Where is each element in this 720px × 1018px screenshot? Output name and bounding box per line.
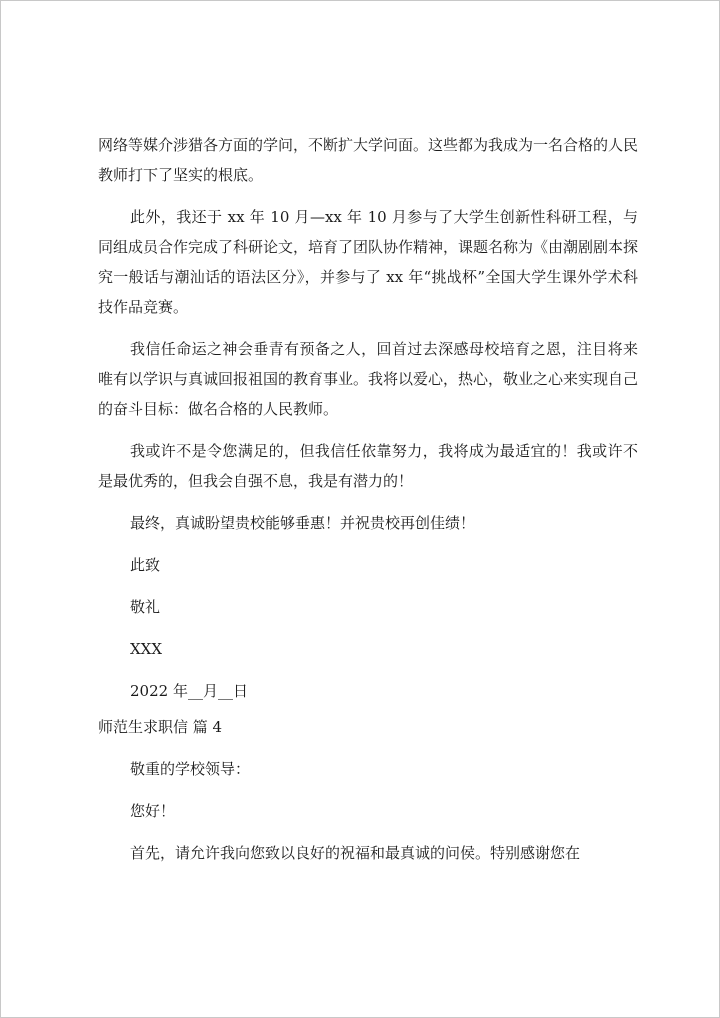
document-body [98,130,638,868]
greeting-addressee: 敬重的学校领导： [130,760,251,778]
paragraph-3: 我信任命运之神会垂青有预备之人，回首过去深感母校培育之恩，注目将来唯有以学识与真诚回报祖国的教育事业。我将以爱心，热心，敬业之心来实现自己的奋斗目标：做名合格的人民教师。 [98,340,639,418]
signature: XXX [130,640,163,658]
paragraph-4: 我或许不是令您满足的，但我信任依靠努力，我将成为最适宜的！我或许不是最优秀的，但我会自强不息，我是有潜力的！ [98,442,638,490]
salutation-jingli: 敬礼 [130,598,161,616]
paragraph-1: 网络等媒介涉猎各方面的学问，不断扩大学问面。这些都为我成为一名合格的人民教师打下了坚实的根底。 [98,136,639,184]
section-heading: 师范生求职信 篇 4 [98,718,223,736]
greeting-hello: 您好！ [130,802,176,820]
salutation-cizhi: 此致 [130,556,161,574]
paragraph-2: 此外，我还于 xx 年 10 月—xx 年 10 月参与了大学生创新性科研工程，与同组成员合作完成了科研论文，培育了团队协作精神，课题名称为《由潮剧剧本探究一般话与潮汕话的语法区分》，并参与了 xx 年“挑战杯”全国大学生课外学术科技作品竞赛。 [98,208,639,316]
paragraph-5: 首先，请允许我向您致以良好的祝福和最真诚的问侯。特别感谢您在 [130,844,581,862]
closing-line: 最终，真诚盼望贵校能够垂惠！并祝贵校再创佳绩！ [130,514,476,532]
date-line: 2022 年__月__日 [130,682,248,700]
